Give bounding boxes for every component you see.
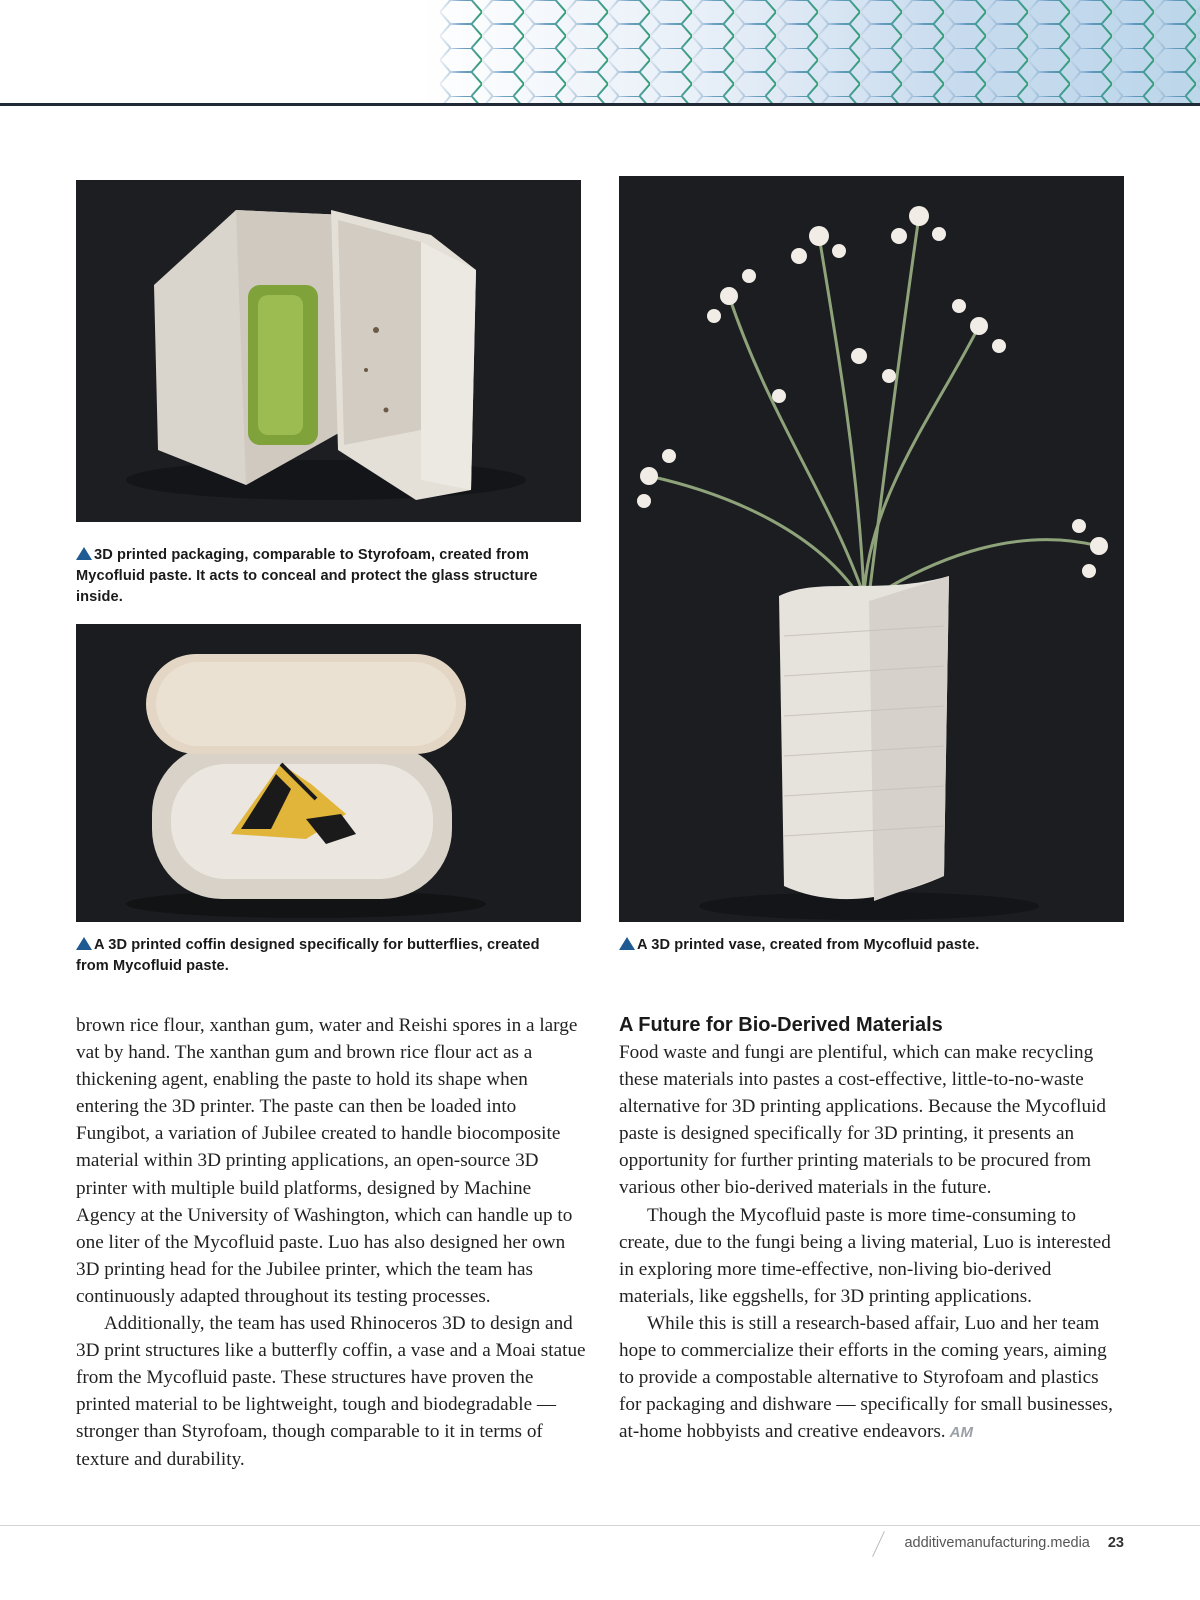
closing-paragraph-text: While this is still a research-based affair, Luo and her team hope to commercialize their efforts in the coming years, aiming to provide a compostable alternative to Styrofoam and plastics for packaging and dishware — specifically for small businesses, at-home hobbyists and creative endeavors.	[619, 1312, 1113, 1443]
body-paragraph	[619, 1310, 1124, 1446]
vase-photo	[619, 176, 1124, 922]
footer-rule	[0, 1525, 1200, 1526]
body-paragraph: Though the Mycofluid paste is more time-consuming to create, due to the fungi being a living material, Luo is interested in exploring more time-effective, non-living bio-derived materials, like eggshells, for 3D printing applications.	[619, 1204, 1111, 1307]
hexagon-pattern-icon	[440, 0, 1200, 104]
body-paragraph: Additionally, the team has used Rhinoceros 3D to design and 3D print structures like a butterfly coffin, a vase and a Moai statue from the Mycofluid paste. These structures have proven the printed material to be lightweight, tough and biodegradable — stronger than Styrofoam, though comparable to it in terms of texture and durability.	[76, 1313, 586, 1470]
section-heading: A Future for Bio-Derived Materials	[619, 1014, 943, 1036]
butterfly-coffin-photo	[76, 624, 581, 922]
footer-site-link[interactable]: additivemanufacturing.media	[904, 1535, 1090, 1551]
packaging-caption: 3D printed packaging, comparable to Styrofoam, created from Mycofluid paste. It acts to conceal and protect the glass structure inside.	[76, 547, 538, 605]
caption-triangle-icon	[619, 937, 635, 950]
page-number: 23	[1107, 1535, 1124, 1551]
header-rule	[0, 103, 1200, 106]
coffin-caption: A 3D printed coffin designed specifically for butterflies, created from Mycofluid paste.	[76, 937, 540, 974]
body-paragraph: brown rice flour, xanthan gum, water and Reishi spores in a large vat by hand. The xanthan gum and brown rice flour act as a thickening agent, enabling the paste to hold its shape when entering the 3D printer. The paste can then be loaded into Fungibot, a variation of Jubilee created to handle biocomposite material within 3D printing applications, an open-source 3D printer with multiple build platforms, designed by Machine Agency at the University of Washington, which can handle up to one liter of the Mycofluid paste. Luo has also designed her own 3D printing head for the Jubilee printer, which the team has continuously adapted throughout its testing processes.	[76, 1015, 578, 1307]
left-column	[76, 1012, 586, 1473]
packaging-photo	[76, 180, 581, 522]
am-end-mark-icon: AM	[949, 1424, 973, 1442]
caption-triangle-icon	[76, 937, 92, 950]
body-paragraph: Food waste and fungi are plentiful, which can make recycling these materials into pastes a cost-effective, little-to-no-waste alternative for 3D printing applications. Because the Mycofluid paste is designed specifically for 3D printing, it presents an opportunity for further printing materials to be procured from various other bio-derived materials in the future.	[619, 1042, 1107, 1199]
right-column	[619, 1012, 1124, 1446]
vase-caption: A 3D printed vase, created from Mycofluid paste.	[619, 935, 1119, 956]
caption-triangle-icon	[76, 547, 92, 560]
page-footer	[872, 1530, 1124, 1556]
footer-slash-icon	[872, 1530, 886, 1556]
header-banner	[0, 0, 1200, 104]
